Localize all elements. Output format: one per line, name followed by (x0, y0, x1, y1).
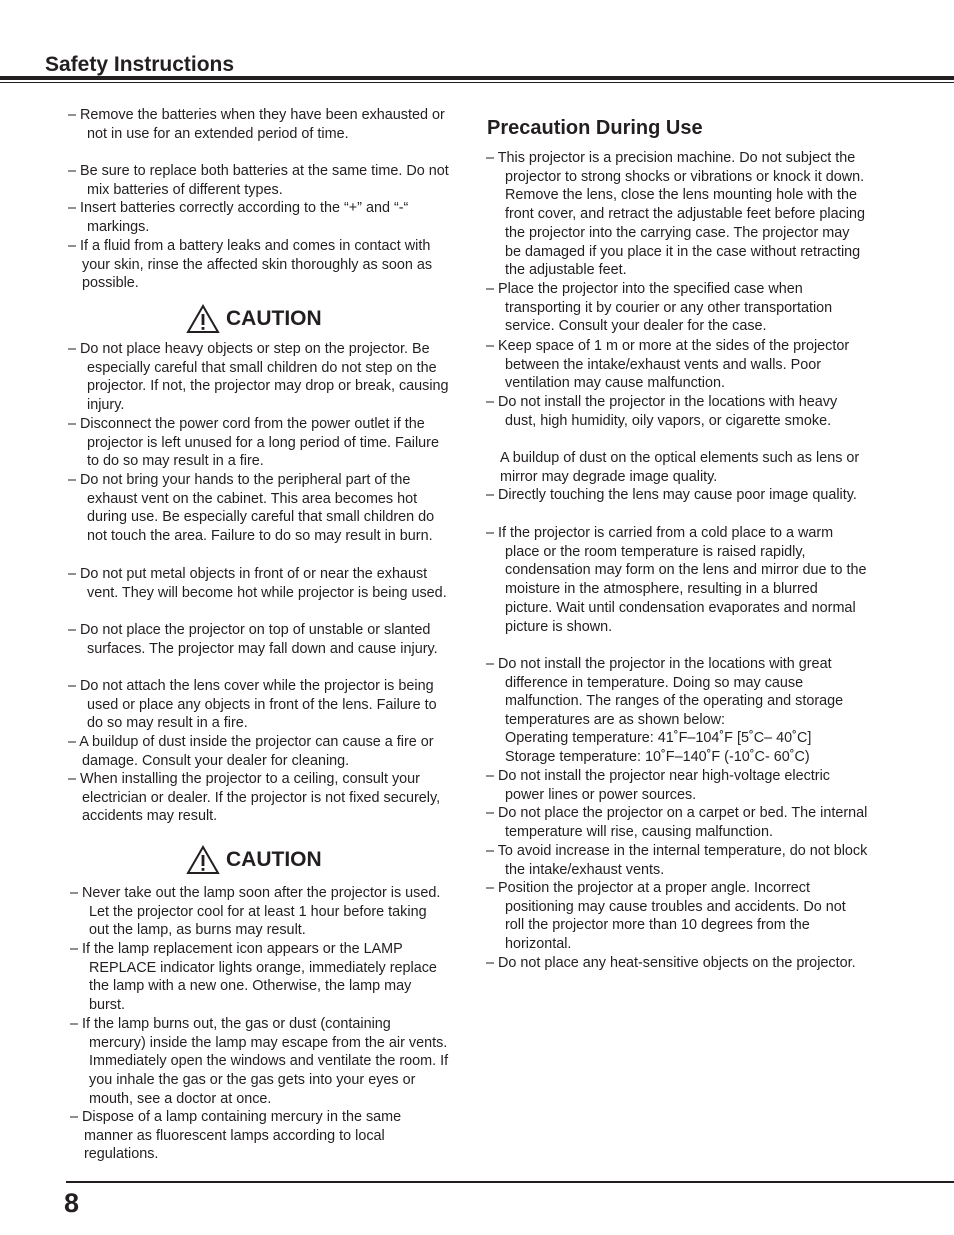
page-header-title: Safety Instructions (45, 53, 235, 76)
precaution-item-11: – Position the projector at a proper angle. Incorrect positioning may cause troubles and accidents. Do not roll the projector more than 10 degrees from the horizontal. (486, 880, 846, 953)
operating-temperature: Operating temperature: 41˚F–104˚F [5˚C– 40˚C] (505, 730, 812, 746)
page-number: 8 (64, 1188, 80, 1218)
caution-label-2: CAUTION (226, 848, 322, 871)
caution1-item-3: – Do not bring your hands to the peripheral part of the exhaust vent on the cabinet. This area becomes hot during use. Be especially careful that small children do not touch the area. Failure to do so may result in burn. (68, 472, 435, 545)
battery-item-4: – If a fluid from a battery leaks and comes in contact with your skin, rinse the affected skin thoroughly as soon as possible. (68, 238, 433, 292)
caution1-item-5: – Do not place the projector on top of unstable or slanted surfaces. The projector may fall down and cause injury. (68, 622, 438, 657)
precaution-item-9: – Do not place the projector on a carpet or bed. The internal temperature will rise, causing malfunction. (486, 805, 868, 840)
precaution-item-8: – Do not install the projector near high-voltage electric power lines or power sources. (486, 768, 830, 803)
caution2-item-4: – Dispose of a lamp containing mercury in the same manner as fluorescent lamps according to local regulations. (70, 1109, 402, 1163)
precaution-heading: Precaution During Use (487, 117, 703, 139)
battery-item-2: – Be sure to replace both batteries at the same time. Do not mix batteries of different types. (68, 163, 449, 198)
precaution-item-7: – Do not install the projector in the locations with great difference in temperature. Doing so may cause malfunction. The ranges of the operating and storage temperatures are as shown below: (486, 656, 844, 729)
warning-triangle-icon (186, 845, 220, 875)
precaution-item-5: – Directly touching the lens may cause poor image quality. (486, 487, 857, 503)
caution2-item-2: – If the lamp replacement icon appears or the LAMP REPLACE indicator lights orange, immediately replace the lamp with a new one. Otherwise, the lamp may burst. (70, 941, 437, 1014)
precaution-item-12: – Do not place any heat-sensitive objects on the projector. (486, 955, 856, 971)
storage-temperature: Storage temperature: 10˚F–140˚F (-10˚C- 60˚C) (505, 749, 810, 765)
precaution-item-10: – To avoid increase in the internal temperature, do not block the intake/exhaust vents. (486, 843, 868, 878)
caution1-item-7: – A buildup of dust inside the projector can cause a fire or damage. Consult your dealer for cleaning. (68, 734, 434, 769)
caution2-item-3: – If the lamp burns out, the gas or dust (containing mercury) inside the lamp may escape from the air vents. Immediately open the windows and ventilate the room. If you inhale the gas or the gas gets into your eyes or mouth, see a doctor at once. (70, 1016, 449, 1107)
footer-rule (66, 1181, 954, 1183)
precaution-item-6: – If the projector is carried from a cold place to a warm place or the room temperature is raised rapidly, condensation may form on the lens and mirror due to the moisture in the atmosphere, resulting in a blurred picture. Wait until condensation evaporates and normal picture is shown. (486, 525, 867, 635)
caution1-item-1: – Do not place heavy objects or step on the projector. Be especially careful that small children do not step on the projector. If not, the projector may drop or break, causing injury. (68, 341, 449, 414)
warning-triangle-icon (186, 304, 220, 334)
battery-item-1: – Remove the batteries when they have been exhausted or not in use for an extended period of time. (68, 107, 445, 142)
caution-heading-1 (186, 304, 322, 334)
precaution-item-2: – Place the projector into the specified case when transporting it by courier or any other transportation service. Consult your dealer for the case. (486, 281, 833, 335)
header-rule-thick (0, 76, 954, 80)
precaution-item-3: – Keep space of 1 m or more at the sides of the projector between the intake/exhaust vents and walls. Poor ventilation may cause malfunction. (486, 338, 850, 392)
precaution-item-4: – Do not install the projector in the locations with heavy dust, high humidity, oily vapors, or cigarette smoke. (486, 394, 838, 429)
caution-heading-2 (186, 845, 322, 875)
header-rule-thin (0, 82, 954, 83)
caution1-item-8: – When installing the projector to a ceiling, consult your electrician or dealer. If the projector is not fixed securely, accidents may result. (68, 771, 441, 825)
caution1-item-6: – Do not attach the lens cover while the projector is being used or place any objects in front of the lens. Failure to do so may result in a fire. (68, 678, 437, 732)
caution-label-1: CAUTION (226, 307, 322, 330)
caution2-item-1: – Never take out the lamp soon after the projector is used. Let the projector cool for at least 1 hour before taking out the lamp, as burns may result. (70, 885, 441, 939)
precaution-item-1: – This projector is a precision machine. Do not subject the projector to strong shocks or vibrations or knock it down. Remove the lens, close the lens mounting hole with the front cover, and retract the adjustable feet before placing the projector into the carrying case. The projector may be damaged if you place it in the case without retracting the adjustable feet. (486, 150, 865, 279)
precaution-note-dust: A buildup of dust on the optical elements such as lens or mirror may degrade image quality. (500, 450, 860, 485)
battery-item-3: – Insert batteries correctly according to the “+” and “-“ markings. (68, 200, 409, 235)
caution1-item-4: – Do not put metal objects in front of or near the exhaust vent. They will become hot while projector is being used. (68, 566, 447, 601)
caution1-item-2: – Disconnect the power cord from the power outlet if the projector is left unused for a long period of time. Failure to do so may result in a fire. (68, 416, 439, 470)
